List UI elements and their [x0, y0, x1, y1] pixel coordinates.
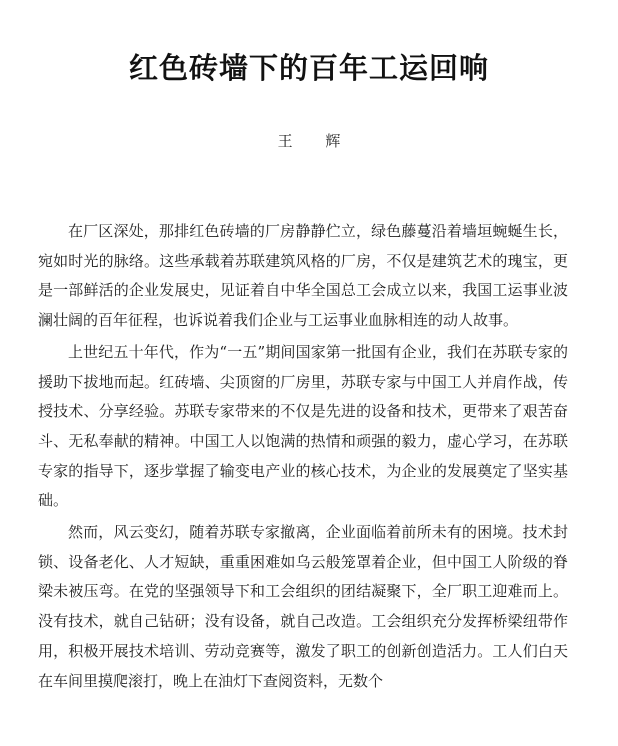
article-body: [38, 217, 568, 698]
paragraph-3: 然而，风云变幻，随着苏联专家撤离，企业面临着前所未有的困境。技术封锁、设备老化、人才短缺，重重困难如乌云般笼罩着企业，但中国工人阶级的脊梁未被压弯。在党的坚强领导下和工会组织的团结凝聚下，全厂职工迎难而上。没有技术，就自己钻研；没有设备，就自己改造。工会组织充分发挥桥梁纽带作用，积极开展技术培训、劳动竞赛等，激发了职工的创新创造活力。工人们白天在车间里摸爬滚打，晚上在油灯下查阅资料，无数个: [38, 523, 568, 690]
article-author: 王 辉: [277, 132, 355, 150]
article-title: 红色砖墙下的百年工运回响: [128, 51, 489, 85]
paragraph-2: 上世纪五十年代，作为“一五”期间国家第一批国有企业，我们在苏联专家的援助下拔地而起。红砖墙、尖顶窗的厂房里，苏联专家与中国工人并肩作战，传授技术、分享经验。苏联专家带来的不仅是先进的设备和技术，更带来了艰苦奋斗、无私奉献的精神。中国工人以饱满的热情和顽强的毅力，虚心学习，在苏联专家的指导下，逐步掌握了输变电产业的核心技术，为企业的发展奠定了坚实基础。: [38, 342, 568, 510]
paragraph-1: 在厂区深处，那排红色砖墙的厂房静静伫立，绿色藤蔓沿着墙垣蜿蜒生长，宛如时光的脉络。这些承载着苏联建筑风格的厂房，不仅是建筑艺术的瑰宝，更是一部鲜活的企业发展史，见证着自中华全国总工会成立以来，我国工运事业波澜壮阔的百年征程，也诉说着我们企业与工运事业血脉相连的动人故事。: [38, 222, 568, 330]
